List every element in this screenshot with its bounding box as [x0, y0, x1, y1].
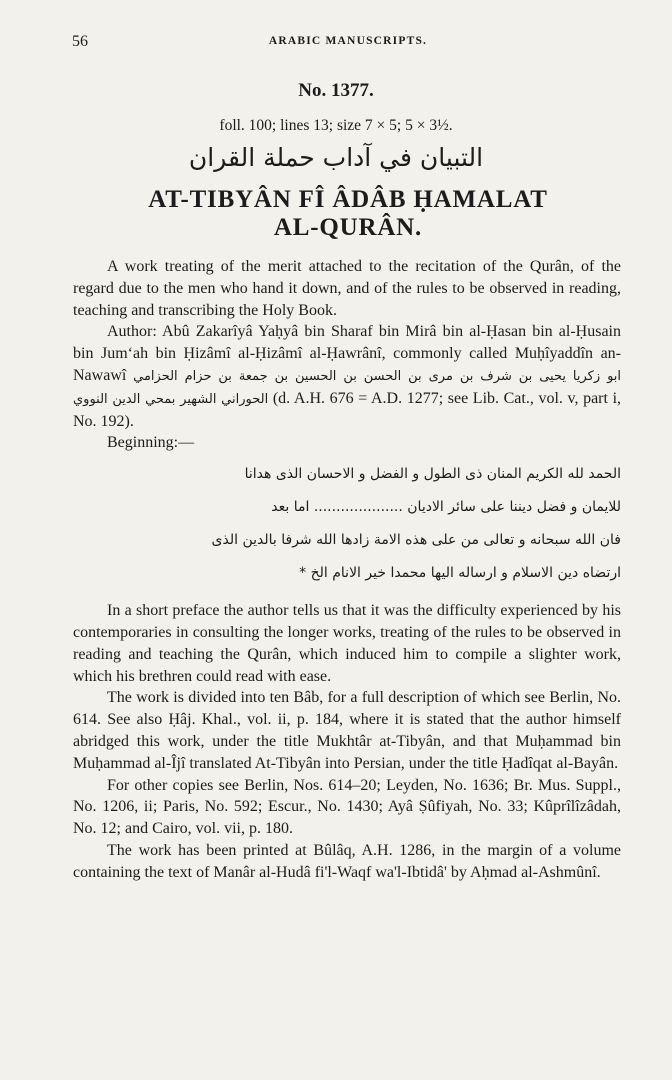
author-text: Author: Abû Zakarîyâ Yaḥyâ bin Sharaf bin Mirâ bin al-Ḥasan bin al-Ḥusain bin Jum‘ah bin Ḥizâmî al-Ḥizâmî al-Ḥawrânî, commonly called Muḥîyaddîn an-Nawawî — [73, 323, 621, 384]
beginning-label: Beginning:— — [107, 434, 195, 452]
other-copies-paragraph: For other copies see Berlin, Nos. 614–20; Leyden, No. 1636; Br. Mus. Suppl., No. 1206, ii; Paris, No. 592; Escur., No. 1430; Ayâ Ṣûfiyah, No. 33; Kûprîlîzâdah, No. 12; and Cairo, vol. vii, p. 180. — [73, 776, 621, 838]
entry-number: No. 1377. — [298, 80, 374, 101]
author-arabic-name: ابو زكريا يحيى بن شرف بن مرى بن الحسن بن الحسين بن جمعة بن حزام الحزامي الحوراني الشهير بمحي الدين النووي — [73, 368, 622, 407]
description-paragraph: A work treating of the merit attached to the recitation of the Qurân, of the regard due to the men who hand it down, and of the rules to be observed in reading, teaching and transcribing the Holy Book. — [73, 258, 621, 319]
latin-title-line-2: AL-QURÂN. — [273, 214, 423, 241]
latin-title — [72, 186, 624, 242]
preface-paragraph: In a short preface the author tells us that it was the difficulty experienced by his contemporaries in consulting the longer works, treating of the rules to be observed in reading and teaching the Qurân, which induced him to compile a slighter work, which his brethren could read with ease. — [73, 602, 621, 685]
page-number: 56 — [72, 33, 88, 50]
beginning-arabic-text — [73, 458, 621, 590]
printed-edition-paragraph: The work has been printed at Bûlâq, A.H. 1286, in the margin of a volume containing the text of Manâr al-Hudâ fi'l-Waqf wa'l-Ibtidâ' by Aḥmad al-Ashmûnî. — [73, 841, 621, 881]
arabic-line: فان الله سبحانه و تعالى من على هذه الامة زادها الله شرفا بالدين الذى — [211, 532, 621, 549]
contents-paragraph: The work is divided into ten Bâb, for a full description of which see Berlin, No. 614. See also Ḥâj. Khal., vol. ii, p. 184, where it is stated that the author himself abridged this work, under the title Mukhtâr at-Tibyân, and that Muḥammad bin Muḥammad al-Îjî translated At-Tibyân into Persian, under the title Ḥadîqat al-Bayân. — [73, 689, 621, 772]
arabic-line: ارتضاه دين الاسلام و ارساله اليها محمدا خير الانام الخ * — [299, 565, 621, 582]
arabic-title: التبيان في آداب حملة القران — [188, 143, 484, 172]
running-title: ARABIC MANUSCRIPTS. — [268, 35, 428, 47]
entry-body — [73, 256, 621, 884]
arabic-line: للايمان و فضل ديننا على سائر الاديان .................... اما بعد — [271, 499, 621, 516]
latin-title-line-1: AT-TIBYÂN FÎ ÂDÂB ḤAMALAT — [148, 186, 548, 213]
author-paragraph — [73, 321, 621, 432]
author-death-date: (d. A.H. 676 = A.D. 1277; see Lib. Cat., vol. v, part i, No. 192). — [73, 389, 622, 430]
arabic-line: الحمد لله الكريم المنان ذى الطول و الفضل و الاحسان الذى هدانا — [244, 466, 621, 483]
manuscript-description: foll. 100; lines 13; size 7 × 5; 5 × 3½. — [219, 117, 453, 134]
